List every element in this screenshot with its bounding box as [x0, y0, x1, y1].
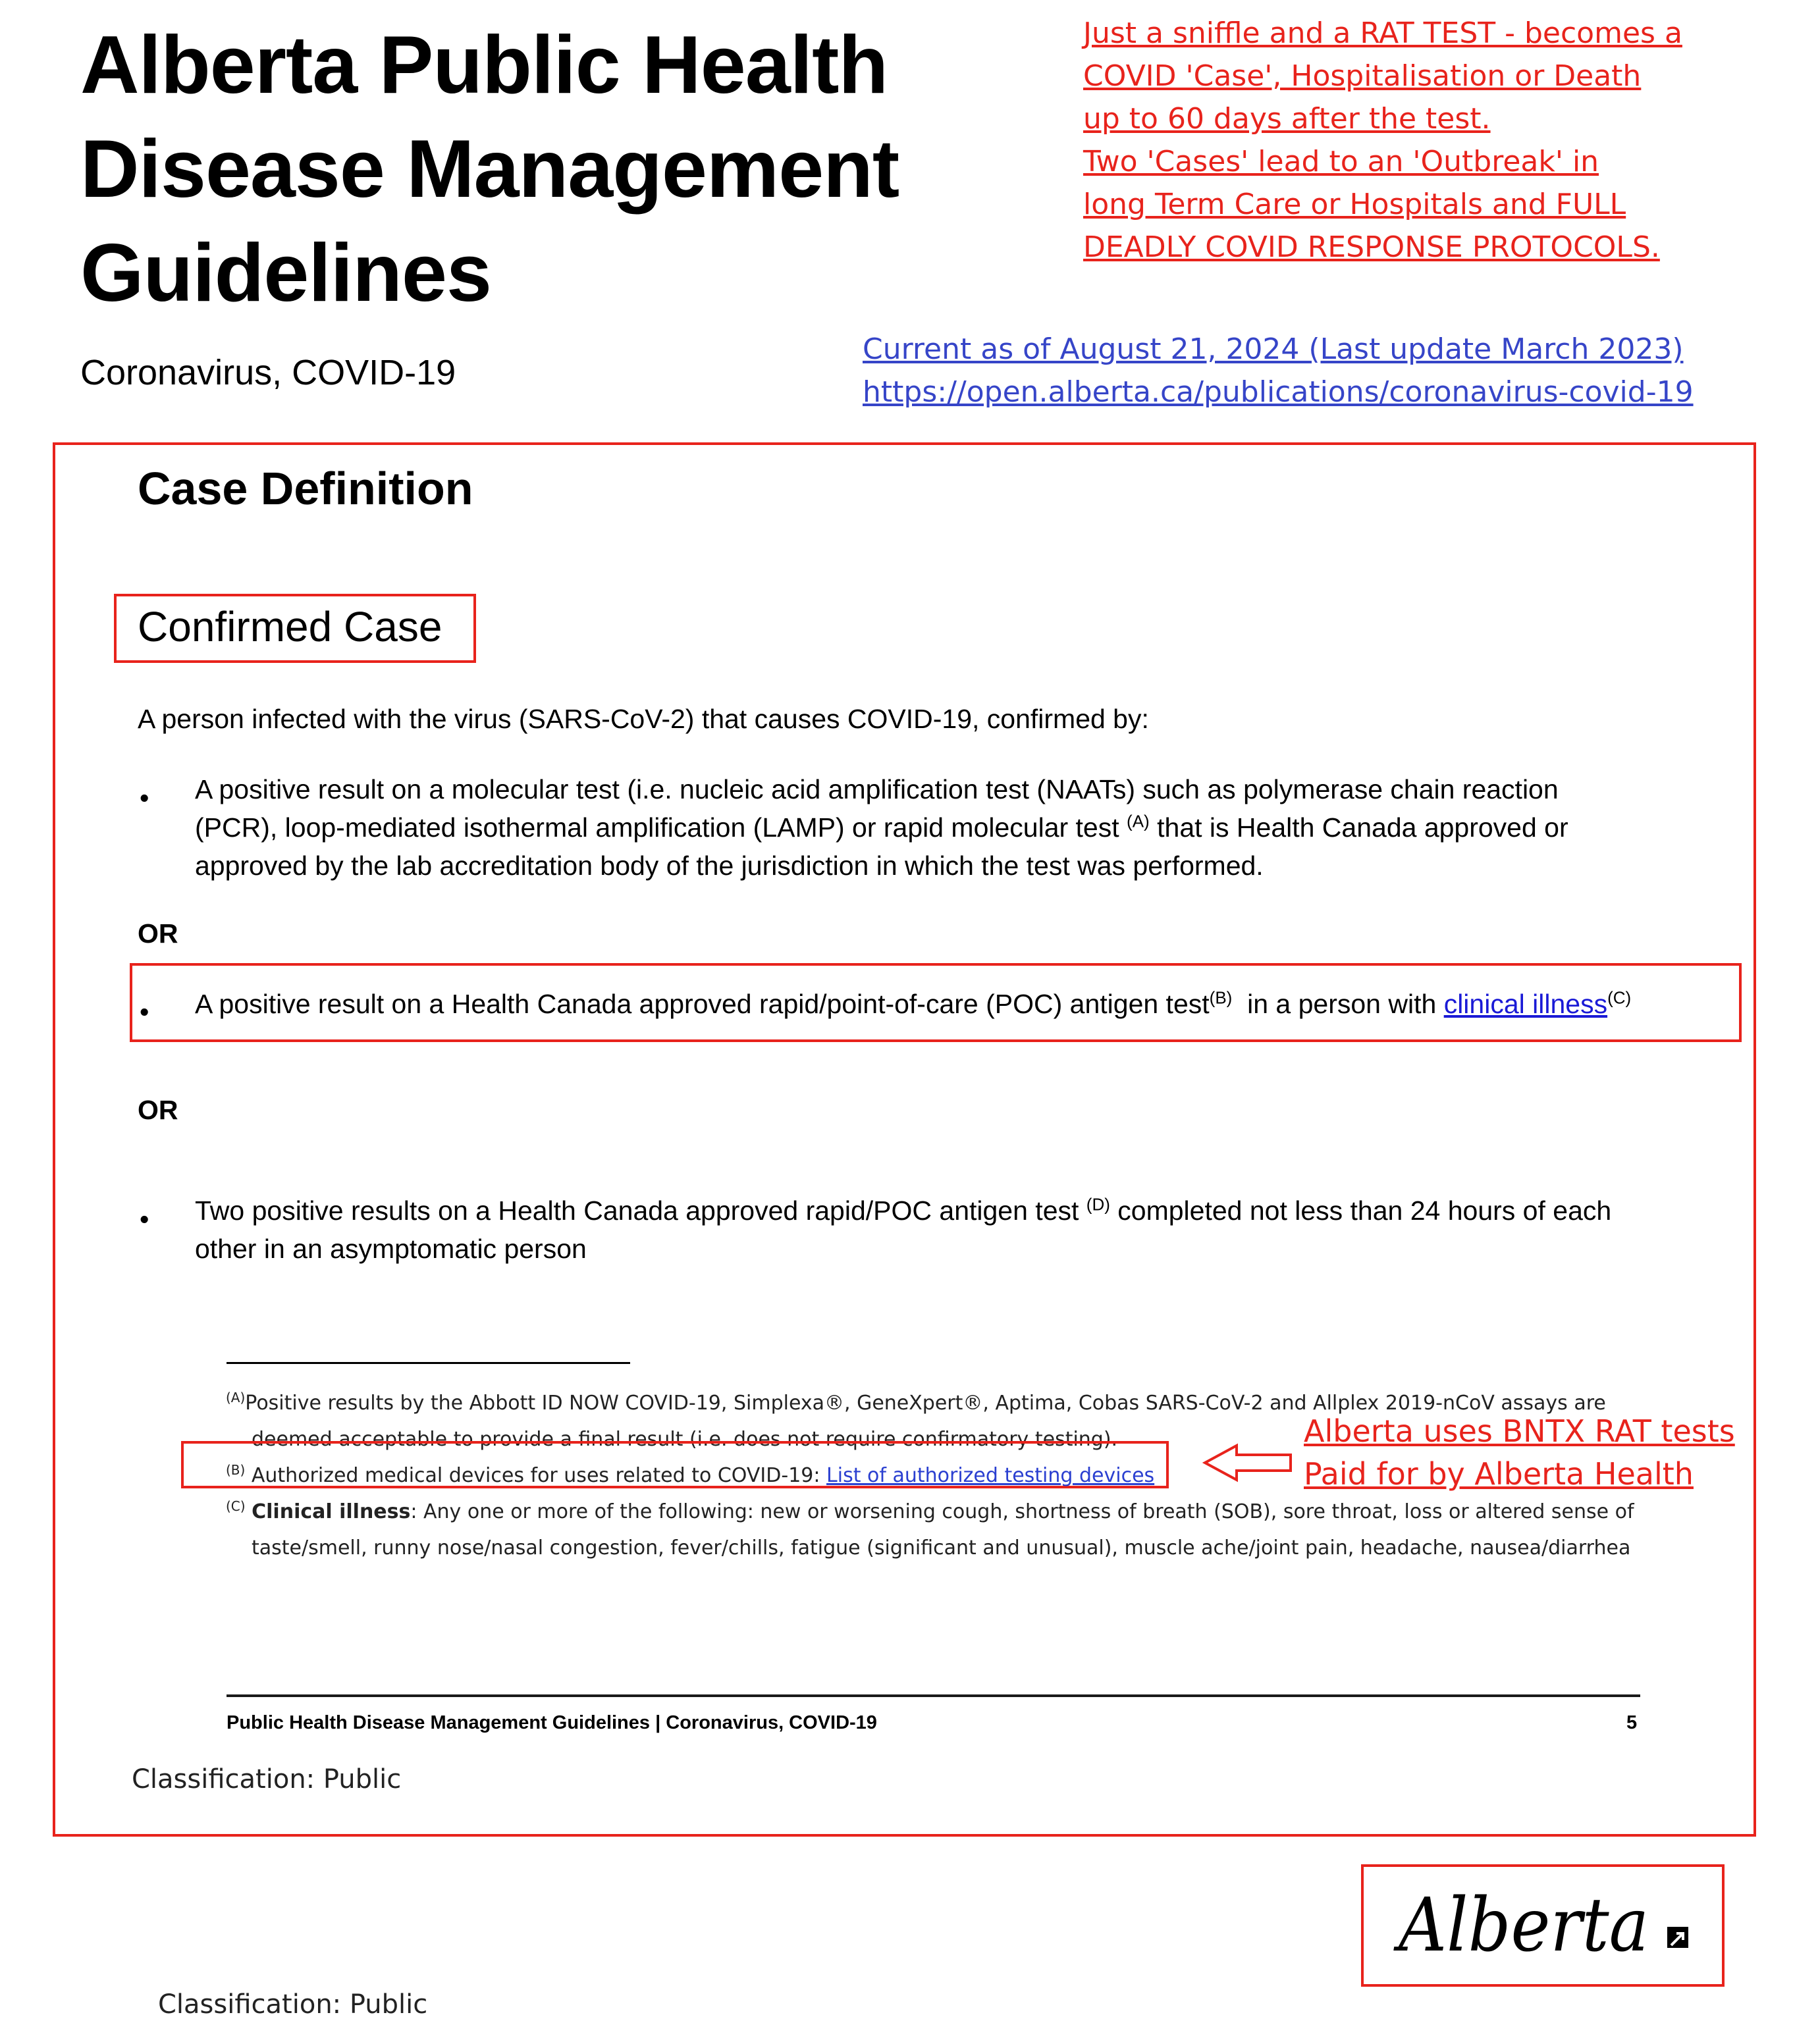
footnote-a-marker: (A): [226, 1390, 246, 1405]
footnote-ref-a: (A): [1127, 811, 1150, 831]
title-line-2: Disease Management: [80, 124, 899, 215]
footnote-b: [226, 1457, 1154, 1494]
bullet-antigen-test: [195, 985, 1729, 1023]
bullet-line: other in an asymptomatic person: [195, 1234, 587, 1264]
bullet-line-text: that is Health Canada approved or: [1157, 812, 1568, 843]
annotation-line: Alberta uses BNTX RAT tests: [1304, 1413, 1735, 1449]
clinical-illness-link[interactable]: clinical illness: [1443, 989, 1608, 1019]
bullet-line-text: A positive result on a Health Canada approved rapid/point-of-care (POC) antigen test: [195, 989, 1210, 1019]
source-block: [863, 328, 1694, 413]
bullet-line-text: in a person with: [1247, 989, 1437, 1019]
footnote-a-text: Positive results by the Abbott ID NOW COVID-19, Simplexa®, GeneXpert®, Aptima, Cobas SARS-CoV-2 and Allplex 2019-nCoV assays are: [245, 1392, 1606, 1415]
footnote-c-term: Clinical illness: [252, 1500, 411, 1523]
document-subtitle: Coronavirus, COVID-19: [80, 353, 456, 392]
bullet-line: A positive result on a molecular test (i.e. nucleic acid amplification test (NAATs) such as polymerase chain reaction: [195, 774, 1559, 804]
bullet-line-text: completed not less than 24 hours of each: [1117, 1195, 1612, 1226]
footnote-a-continuation: deemed acceptable to provide a final result (i.e. does not require confirmatory testing).: [252, 1428, 1118, 1451]
current-as-of-link[interactable]: Current as of August 21, 2024 (Last update March 2023): [863, 332, 1684, 366]
intro-text: A person infected with the virus (SARS-CoV-2) that causes COVID-19, confirmed by:: [138, 704, 1149, 734]
or-label: OR: [138, 918, 178, 949]
bullet-line: approved by the lab accreditation body of the jurisdiction in which the test was performed.: [195, 851, 1264, 881]
classification-label: Classification: Public: [132, 1764, 402, 1795]
annotation-line: long Term Care or Hospitals and FULL: [1083, 188, 1626, 221]
section-heading: Case Definition: [138, 463, 473, 514]
source-url-link[interactable]: https://open.alberta.ca/publications/coronavirus-covid-19: [863, 375, 1694, 409]
annotation-line: up to 60 days after the test.: [1083, 102, 1491, 136]
footnote-c-marker: (C): [226, 1498, 246, 1514]
or-label: OR: [138, 1095, 178, 1125]
confirmed-case-heading: Confirmed Case: [138, 603, 442, 650]
left-arrow-icon: [1202, 1442, 1295, 1484]
svg-text:Alberta: Alberta: [1393, 1883, 1649, 1968]
annotation-line: Two 'Cases' lead to an 'Outbreak' in: [1083, 145, 1599, 178]
annotation-side: [1304, 1410, 1735, 1496]
annotation-line: COVID 'Case', Hospitalisation or Death: [1083, 59, 1642, 93]
footnote-b-text: Authorized medical devices for uses related to COVID-19:: [251, 1464, 820, 1487]
bullet-dot: •: [140, 997, 149, 1027]
footer-divider: [227, 1694, 1640, 1697]
document-title: [80, 13, 899, 325]
bullet-dot: •: [140, 1204, 149, 1234]
page-number: 5: [1626, 1712, 1638, 1733]
title-line-1: Alberta Public Health: [80, 20, 888, 111]
authorized-devices-link[interactable]: List of authorized testing devices: [826, 1464, 1155, 1487]
alberta-logo: [1383, 1873, 1705, 1978]
footnote-c: [226, 1494, 1634, 1530]
title-line-3: Guidelines: [80, 228, 491, 319]
annotation-line: Just a sniffle and a RAT TEST - becomes a: [1083, 16, 1682, 50]
footnote-b-marker: (B): [226, 1462, 246, 1478]
bullet-line: [195, 808, 1729, 847]
bullet-two-antigen-tests: [195, 1192, 1729, 1268]
footnote-divider: [227, 1362, 630, 1364]
bullet-dot: •: [140, 783, 149, 813]
bullet-line: [195, 1192, 1729, 1230]
footnote-ref-b: (B): [1209, 987, 1233, 1008]
annotation-top: [1083, 12, 1781, 269]
annotation-line: Paid for by Alberta Health: [1304, 1456, 1694, 1492]
annotation-line: DEADLY COVID RESPONSE PROTOCOLS.: [1083, 230, 1660, 264]
page-footer-text: Public Health Disease Management Guidelines | Coronavirus, COVID-19: [227, 1712, 877, 1733]
bullet-line-text: (PCR), loop-mediated isothermal amplification (LAMP) or rapid molecular test: [195, 812, 1119, 843]
footnote-ref-d: (D): [1086, 1194, 1110, 1215]
classification-label-outer: Classification: Public: [158, 1989, 428, 2020]
bullet-line-text: Two positive results on a Health Canada approved rapid/POC antigen test: [195, 1195, 1079, 1226]
bullet-molecular-test: [195, 770, 1729, 885]
footnote-ref-c: (C): [1607, 987, 1632, 1008]
footnote-c-text: : Any one or more of the following: new or worsening cough, shortness of breath (SOB), sore throat, loss or altered sense of: [410, 1500, 1634, 1523]
footnote-c-continuation: taste/smell, runny nose/nasal congestion, fever/chills, fatigue (significant and unusual), muscle ache/joint pain, headache, nausea/diarrhea: [252, 1536, 1631, 1559]
